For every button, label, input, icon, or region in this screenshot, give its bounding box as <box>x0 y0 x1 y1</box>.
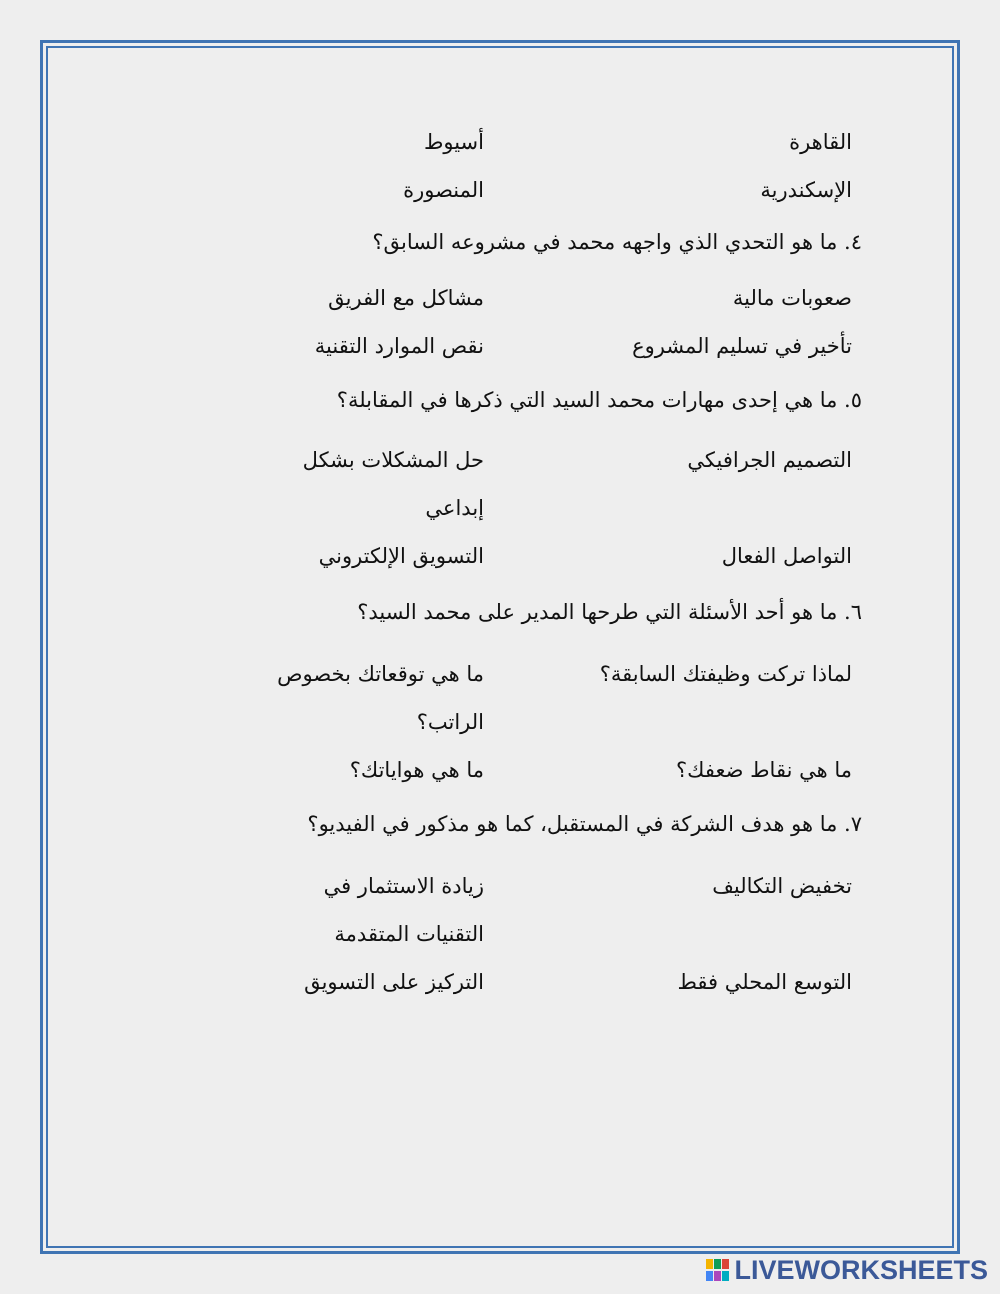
options-grid <box>150 118 862 214</box>
option[interactable]: التركيز على التسويق <box>304 970 484 994</box>
options-grid <box>150 274 862 370</box>
option[interactable]: الإسكندرية <box>760 178 852 202</box>
option[interactable]: حل المشكلات بشكل إبداعي <box>302 448 484 520</box>
option[interactable]: القاهرة <box>789 130 852 154</box>
option[interactable]: التواصل الفعال <box>721 544 852 568</box>
option[interactable]: صعوبات مالية <box>732 286 852 310</box>
option[interactable]: تأخير في تسليم المشروع <box>632 334 852 358</box>
logo-icon <box>706 1259 730 1281</box>
options-grid <box>150 862 862 1006</box>
option[interactable]: التوسع المحلي فقط <box>677 970 852 994</box>
question-text: ٤. ما هو التحدي الذي واجهه محمد في مشروعه السابق؟ <box>372 230 862 254</box>
option[interactable]: التصميم الجرافيكي <box>687 448 852 472</box>
worksheet-content <box>150 118 862 1006</box>
options-grid <box>150 436 862 580</box>
option[interactable]: تخفيض التكاليف <box>712 874 852 898</box>
logo-text: LIVEWORKSHEETS <box>734 1254 988 1285</box>
option[interactable]: أسيوط <box>423 130 484 154</box>
option[interactable]: ما هي هواياتك؟ <box>349 758 484 782</box>
option[interactable]: نقص الموارد التقنية <box>314 334 484 358</box>
option[interactable]: ما هي توقعاتك بخصوص الراتب؟ <box>277 662 484 734</box>
liveworksheets-logo <box>706 1256 988 1284</box>
question-text: ٧. ما هو هدف الشركة في المستقبل، كما هو مذكور في الفيديو؟ <box>307 812 862 836</box>
question-text: ٦. ما هو أحد الأسئلة التي طرحها المدير على محمد السيد؟ <box>357 600 862 624</box>
option[interactable]: مشاكل مع الفريق <box>328 286 484 310</box>
option[interactable]: التسويق الإلكتروني <box>318 544 484 568</box>
options-grid <box>150 650 862 794</box>
option[interactable]: المنصورة <box>403 178 484 202</box>
option[interactable]: زيادة الاستثمار في التقنيات المتقدمة <box>323 874 484 946</box>
question-text: ٥. ما هي إحدى مهارات محمد السيد التي ذكرها في المقابلة؟ <box>336 388 862 412</box>
option[interactable]: لماذا تركت وظيفتك السابقة؟ <box>599 662 852 686</box>
option[interactable]: ما هي نقاط ضعفك؟ <box>676 758 852 782</box>
